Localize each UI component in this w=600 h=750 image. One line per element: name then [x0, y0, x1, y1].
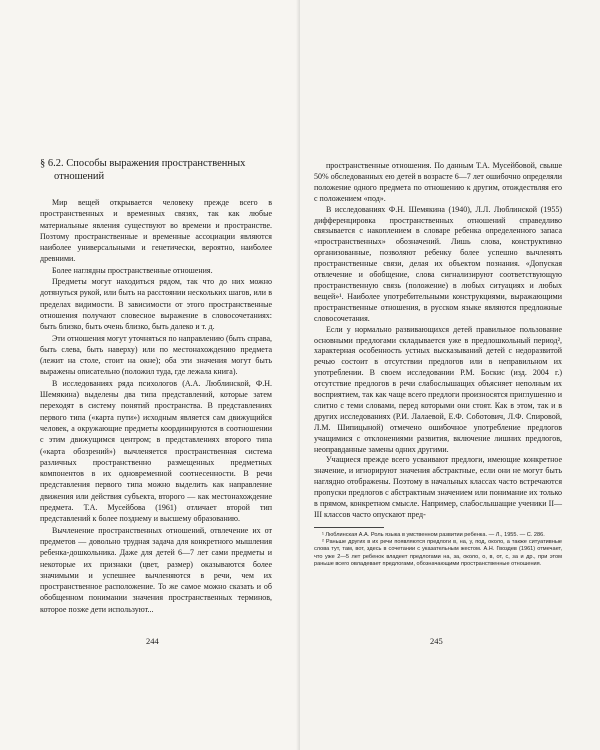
page-number-left: 244	[146, 636, 159, 646]
paragraph: В исследованиях ряда психологов (А.А. Люблинской, Ф.Н. Шемякина) выделены два типа представлений, которые затем переходят в систему понятий пространства. В представлениях первого типа («карта пути») исходным является сам движущийся человек, а окружающие предметы координируются в соотношении с этим движущимся центром; в представлениях второго типа («карта обозрений») вычленяется пространственная система различных пространственно размещенных предметных компонентов в их одновременной соотнесенности. В речи представления первого типа можно выделить как направление движения или действия субъекта, второго — как местонахождение предмета. Т.А. Мусейбова (1961) отличает второй тип представлений к более позднему и высшему образованию.	[40, 378, 272, 524]
paragraph: Вычленение пространственных отношений, отвлечение их от предметов — довольно трудная задача для конкретного мышления ребенка-дошкольника. Даже для детей 6—7 лет сами предметы и некоторые их признаки (цвет, размер) оказываются более значимыми и успешнее вычленяются в речи, чем их пространственное расположение. То же самое можно сказать и об обобщенном понимании значения пространственных терминов, которое позже дети используют...	[40, 525, 272, 614]
paragraph: Более наглядны пространственные отношения.	[52, 265, 213, 275]
section-heading: § 6.2. Способы выражения пространственных отношений	[40, 158, 246, 182]
paragraph: В исследованиях Ф.Н. Шемякина (1940), Л.Л. Люблинской (1955) дифференцировка пространственных отношений справедливо связывается с накоплением в словаре ребенка определенного запаса «пространственных» обозначений. Лишь слова, конструктивно организованные, позволяют ребенку более успешно вычленять пространственные связи, делая их объектом познания. «Допуская отвлечение и обобщение, слова сигнализируют соответствующую пространственную связь (положение) в любых ситуациях и любых вещей»¹. Наиболее употребительными конструкциями, выражающими пространственные отношения, в русском языке являются предложные словосочетания.	[314, 204, 562, 323]
footnote: ¹ Люблинская А.А. Роль языка в умственном развитии ребенка. — Л., 1955. — С. 286.	[322, 531, 545, 538]
paragraph: пространственные отношения. По данным Т.А. Мусейбовой, свыше 50% обследованных ею детей в возрасте 6—7 лет ошибочно определяли положение одного предмета по отношению к другим, отождествляя его с положением «под».	[314, 161, 562, 203]
right-column	[314, 0, 562, 568]
paragraph: Учащиеся прежде всего усваивают предлоги, имеющие конкретное значение, и игнорируют значения абстрактные, если они не могут быть наглядно отображены. Поэтому в начальных классах часто встречаются пропуски предлогов с абстрактным значением или понимание их только в прямом, конкретном смысле. Например, слабослышащие ученики II—III классов часто опускают пред-	[314, 455, 562, 519]
footnote-divider	[314, 527, 384, 528]
left-column	[40, 158, 272, 615]
paragraph: Мир вещей открывается человеку прежде всего в пространственных и временных связях, так как любые материальные явления существуют во времени и пространстве. Позтому пространственные и временные ассоциации являются наиболее универсальными и генетически, вероятно, наиболее древними.	[40, 198, 272, 264]
paragraph: Эти отношения могут уточняться по направлению (быть справа, быть слева, быть наверху) или по местонахождению предмета (лежит на столе, стоит на окне); оба эти значения могут быть выражены описательно (положил туда, где лежала книга).	[40, 333, 272, 377]
page-number-right: 245	[430, 636, 443, 646]
paragraph: Предметы могут находиться рядом, так что до них можно дотянуться рукой, или быть на расстоянии нескольких шагов, или в пределах видимости. В зависимости от этого пространственные отношения получают словесное выражение в словосочетаниях: быть близко, быть очень близко, быть далеко и т. д.	[40, 277, 272, 332]
paragraph: Если у нормально развивающихся детей правильное пользование основными предлогами складывается уже в предлошкольный период², характерная особенность устных высказываний детей с недоразвитой речью состоит в отсутствии предлогов или в неправильном их употреблении. В своем исследовании Р.М. Боскис (изд. 2004 г.) отсутствие предлогов в речи слабослышащих объясняет неполным их восприятием, так как чаще всего предлоги произносятся приглушенно и слитно с теми словами, перед которыми они стоят. Как в этом, так и в других исследованиях (Р.И. Лалаевой, Е.Ф. Соботович, Л.Ф. Спировой, Л.М. Шипицыной) отмечено ошибочное употребление предлогов учащимися с отклонениями развития, включение лишних предлогов, неоправданные замены одних другими.	[314, 324, 562, 454]
footnote: ² Раньше других в их речи появляются предлоги в, на, у, под, около, а также ситуативные слова тут, там, вот, здесь в сочетании с указательным жестом. А.Н. Гвоздев (1961) отмечает, что уже 2—5 лет ребенок владеет предлогами на, за, около, о, в, от, с, за и др., при этом раньше всего овладевает предлогами, обозначающими пространственные отношения.	[314, 539, 562, 567]
